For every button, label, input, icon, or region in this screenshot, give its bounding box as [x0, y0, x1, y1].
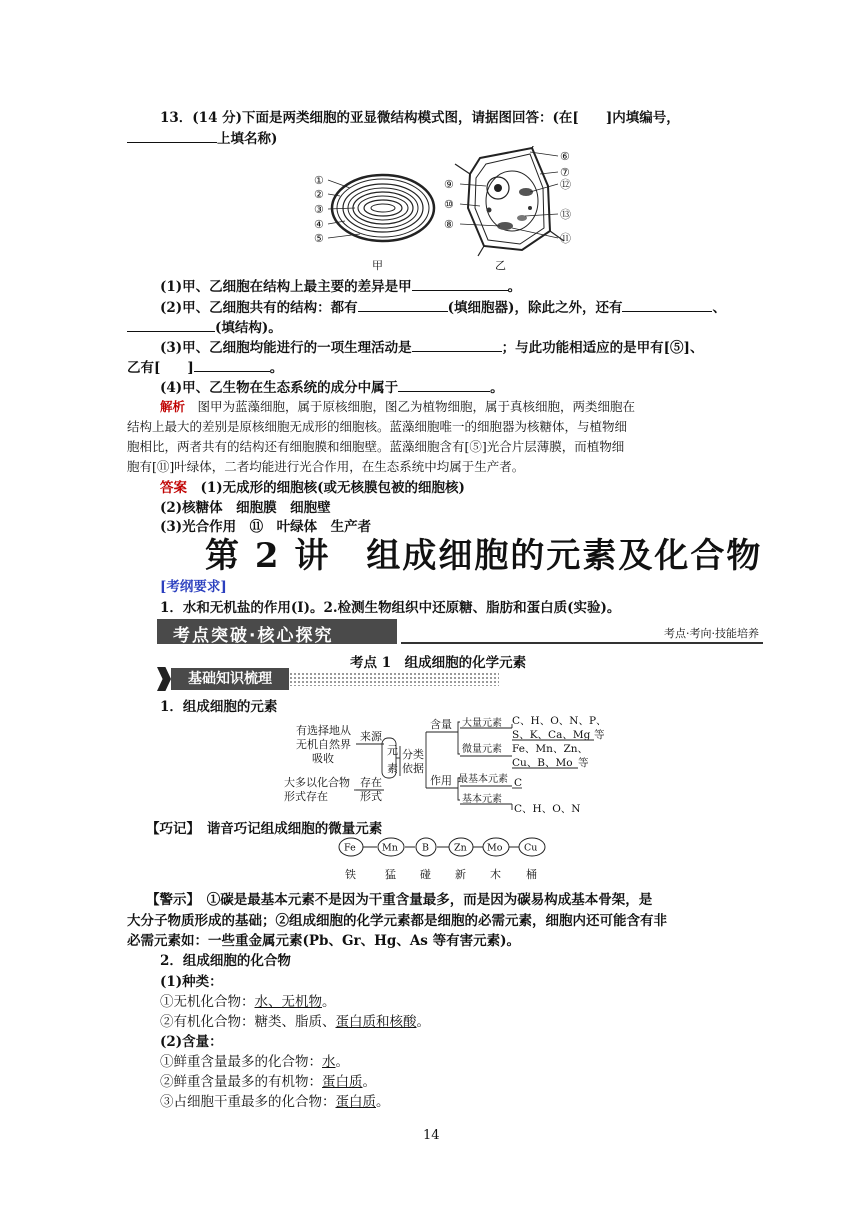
trace-elements-mnemonic: [335, 835, 555, 885]
punctuation: 。: [362, 1074, 376, 1090]
source-text-2: 无机自然界: [296, 738, 351, 751]
content-label: ①鲜重含量最多的化合物：: [160, 1054, 322, 1070]
kaodian-title: 考点 1 组成细胞的化学元素: [350, 655, 527, 671]
answer-line1: [160, 476, 465, 496]
sound-tong: 桶: [526, 868, 537, 881]
cell-structure-figure: [300, 146, 590, 274]
label-laiyuan: 来源: [360, 730, 382, 743]
punctuation: 。: [322, 994, 336, 1010]
punctuation: 。: [269, 360, 284, 376]
jichu-header: [157, 667, 501, 691]
jingshi-line1: 【警示】 ①碳是最基本元素不是因为干重含量最多，而是因为碳易构成基本骨架，是: [146, 892, 653, 908]
content-answer: 蛋白质: [322, 1074, 363, 1090]
label-zuoyong: 作用: [430, 774, 452, 787]
requirements-label: [考纲要求]: [160, 579, 227, 595]
answer-line2: (2)核糖体 细胞膜 细胞壁: [160, 500, 331, 516]
label-xingshi: 形式: [360, 790, 382, 803]
question-text: (4)甲、乙生物在生态系统的成分中属于: [160, 380, 399, 396]
element-b: B: [422, 842, 429, 854]
content-line3: [160, 1090, 390, 1110]
organic-label: ②有机化合物：糖类、脂质、: [160, 1014, 336, 1030]
punctuation: 、: [712, 300, 726, 316]
daliang-values-1: C、H、O、N、P、: [512, 715, 607, 727]
element-cu: Cu: [524, 842, 538, 854]
section-1-title: 1．组成细胞的元素: [160, 699, 278, 715]
chapter-title: 第 2 讲 组成细胞的元素及化合物: [205, 536, 763, 576]
content-answer: 水: [322, 1054, 336, 1070]
label-jiben: 基本元素: [462, 794, 502, 805]
punctuation: 。: [335, 1054, 349, 1070]
label-5: ⑤: [314, 232, 324, 245]
punctuation: 。: [376, 1094, 390, 1110]
answer-blank: [194, 358, 270, 372]
label-yi: 乙: [495, 259, 506, 272]
section-banner: [157, 617, 763, 647]
label-3: ③: [314, 203, 324, 216]
banner-title: 考点突破·核心探究: [173, 626, 334, 646]
answer-line3: (3)光合作用 ⑪ 叶绿体 生产者: [160, 519, 372, 535]
punctuation: 。: [490, 380, 504, 396]
answer-label: 答案: [160, 480, 187, 496]
page-number: 14: [423, 1128, 440, 1143]
chevron-right-icon: [157, 667, 171, 691]
sound-tie: 铁: [345, 868, 356, 881]
question-text: (2)甲、乙细胞共有的结构：都有: [160, 300, 358, 316]
question-13-4: [160, 376, 504, 396]
analysis-line4: 胞有[⑪]叶绿体，二者均能进行光合作用，在生态系统中均属于生产者。: [127, 459, 525, 474]
answer-blank: [358, 298, 448, 312]
punctuation: 。: [507, 279, 522, 295]
label-hanliang: 含量: [430, 718, 452, 731]
content-label: ②鲜重含量最多的有机物：: [160, 1074, 322, 1090]
question-text: ；与此功能相适应的是甲有[⑤]、: [501, 340, 704, 356]
jichu-label: 基础知识梳理: [171, 668, 289, 690]
daliang-values-2: S、K、Ca、Mg: [512, 729, 591, 741]
form-text-1: 大多以化合物: [284, 776, 350, 789]
element-mo: Mo: [487, 842, 503, 854]
label-9: ⑨: [444, 178, 454, 191]
element-classification-diagram: [282, 714, 622, 816]
inorganic-label: ①无机化合物：: [160, 994, 255, 1010]
requirements-text: 1．水和无机盐的作用(Ⅰ)。2.检测生物组织中还原糖、脂肪和蛋白质(实验)。: [160, 600, 621, 616]
qiaoji-line: [146, 817, 382, 837]
question-13-3: [160, 336, 703, 356]
analysis-label: 解析: [160, 399, 186, 414]
dotted-fill: [289, 672, 499, 686]
analysis-text: 图甲为蓝藻细胞，属于原核细胞，图乙为植物细胞，属于真核细胞，两类细胞在: [197, 399, 636, 414]
content-line1: [160, 1050, 349, 1070]
label-yuan: 元: [387, 744, 398, 757]
content-answer: 蛋白质: [335, 1094, 376, 1110]
answer-text: (1)无成形的细胞核(或无核膜包被的细胞核): [200, 480, 465, 496]
analysis-line1: [160, 397, 635, 415]
analysis-line3: 胞相比，两者共有的结构还有细胞膜和细胞壁。蓝藻细胞含有[⑤]光合片层薄膜，而植物细: [127, 439, 625, 454]
sound-xin: 新: [455, 868, 466, 881]
question-text: (填细胞器)，除此之外，还有: [447, 300, 623, 316]
form-text-2: 形式存在: [284, 790, 328, 803]
element-mn: Mn: [382, 842, 398, 854]
label-12: ⑫: [560, 178, 571, 191]
question-text: 乙有[ ]: [127, 360, 194, 376]
qiaoji-text: 谐音巧记组成细胞的微量元素: [206, 821, 383, 837]
label-weiliang: 微量元素: [462, 744, 502, 755]
plant-cell-diagram: [455, 146, 564, 256]
label-daliang: 大量元素: [462, 718, 502, 729]
source-text-1: 有选择地从: [296, 724, 351, 737]
label-11: ⑪: [560, 232, 571, 245]
answer-blank: [127, 129, 217, 143]
sound-meng: 猛: [385, 868, 396, 881]
answer-blank: [412, 338, 502, 352]
label-7: ⑦: [560, 166, 570, 179]
label-4: ④: [314, 218, 324, 231]
question-13-2-cont: [127, 316, 282, 336]
qiaoji-label: 【巧记】: [146, 821, 194, 837]
label-6: ⑥: [560, 150, 570, 163]
element-fe: Fe: [344, 842, 356, 854]
banner-rule: [401, 642, 763, 644]
inorganic-answer: 水、无机物: [254, 994, 322, 1010]
answer-blank: [412, 277, 508, 291]
label-2: ②: [314, 188, 324, 201]
sound-peng: 碰: [420, 868, 431, 881]
answer-blank: [622, 298, 712, 312]
jingshi-line3: 必需元素如：一些重金属元素(Pb、Gr、Hg、As 等有害元素)。: [127, 933, 520, 949]
section-2-title: 2．组成细胞的化合物: [160, 953, 291, 969]
inorganic-line: [160, 990, 336, 1010]
banner-box: [157, 619, 397, 644]
question-13-1: [160, 275, 521, 295]
daliang-deng: 等: [594, 729, 605, 741]
label-10: ⑩: [444, 198, 454, 211]
sound-mu: 木: [490, 868, 501, 881]
prokaryotic-cell-diagram: [328, 175, 434, 241]
weiliang-values-2: Cu、B、Mo: [512, 757, 573, 769]
answer-blank: [398, 378, 490, 392]
organic-answer: 蛋白质和核酸: [335, 1014, 417, 1030]
punctuation: 。: [416, 1014, 430, 1030]
banner-right-text: 考点·考向·技能培养: [664, 627, 759, 640]
weiliang-values-1: Fe、Mn、Zn、: [512, 743, 588, 755]
jiben-value: C、H、O、N: [514, 803, 581, 815]
question-text: (填结构)。: [215, 320, 282, 336]
question-text: (3)甲、乙细胞均能进行的一项生理活动是: [160, 340, 412, 356]
question-13-2: [160, 296, 726, 316]
answer-blank: [127, 318, 215, 332]
content-line2: [160, 1070, 376, 1090]
question-text: (1)甲、乙细胞在结构上最主要的差异是甲: [160, 279, 412, 295]
question-13-line2-text: 上填名称): [217, 131, 278, 147]
jingshi-line2: 大分子物质形成的基础；②组成细胞的化学元素都是细胞的必需元素，细胞内还可能含有非: [127, 913, 667, 929]
content-label: ③占细胞干重最多的化合物：: [160, 1094, 336, 1110]
label-8: ⑧: [444, 218, 454, 231]
label-fenlei: 分类: [402, 748, 424, 761]
kinds-heading: (1)种类：: [160, 974, 223, 990]
element-zn: Zn: [454, 842, 467, 854]
label-cunzai: 存在: [360, 776, 382, 789]
source-text-3: 吸收: [312, 752, 334, 765]
question-13-line1: 13．(14 分)下面是两类细胞的亚显微结构模式图，请据图回答：(在[ ]内填编号，: [160, 110, 680, 126]
label-1: ①: [314, 174, 324, 187]
organic-line: [160, 1010, 430, 1030]
weiliang-deng: 等: [578, 757, 589, 769]
label-jia: 甲: [372, 259, 383, 272]
label-13: ⑬: [560, 208, 571, 221]
label-su: 素: [387, 762, 398, 775]
question-13-3-cont: [127, 356, 283, 376]
label-zuijiben: 最基本元素: [458, 774, 508, 785]
analysis-line2: 结构上最大的差别是原核细胞无成形的细胞核。蓝藻细胞唯一的细胞器为核糖体，与植物细: [127, 419, 628, 434]
content-heading: (2)含量：: [160, 1034, 223, 1050]
question-13-line2: [127, 127, 277, 147]
zuijiben-value: C: [514, 777, 523, 789]
label-yiju: 依据: [402, 762, 424, 775]
